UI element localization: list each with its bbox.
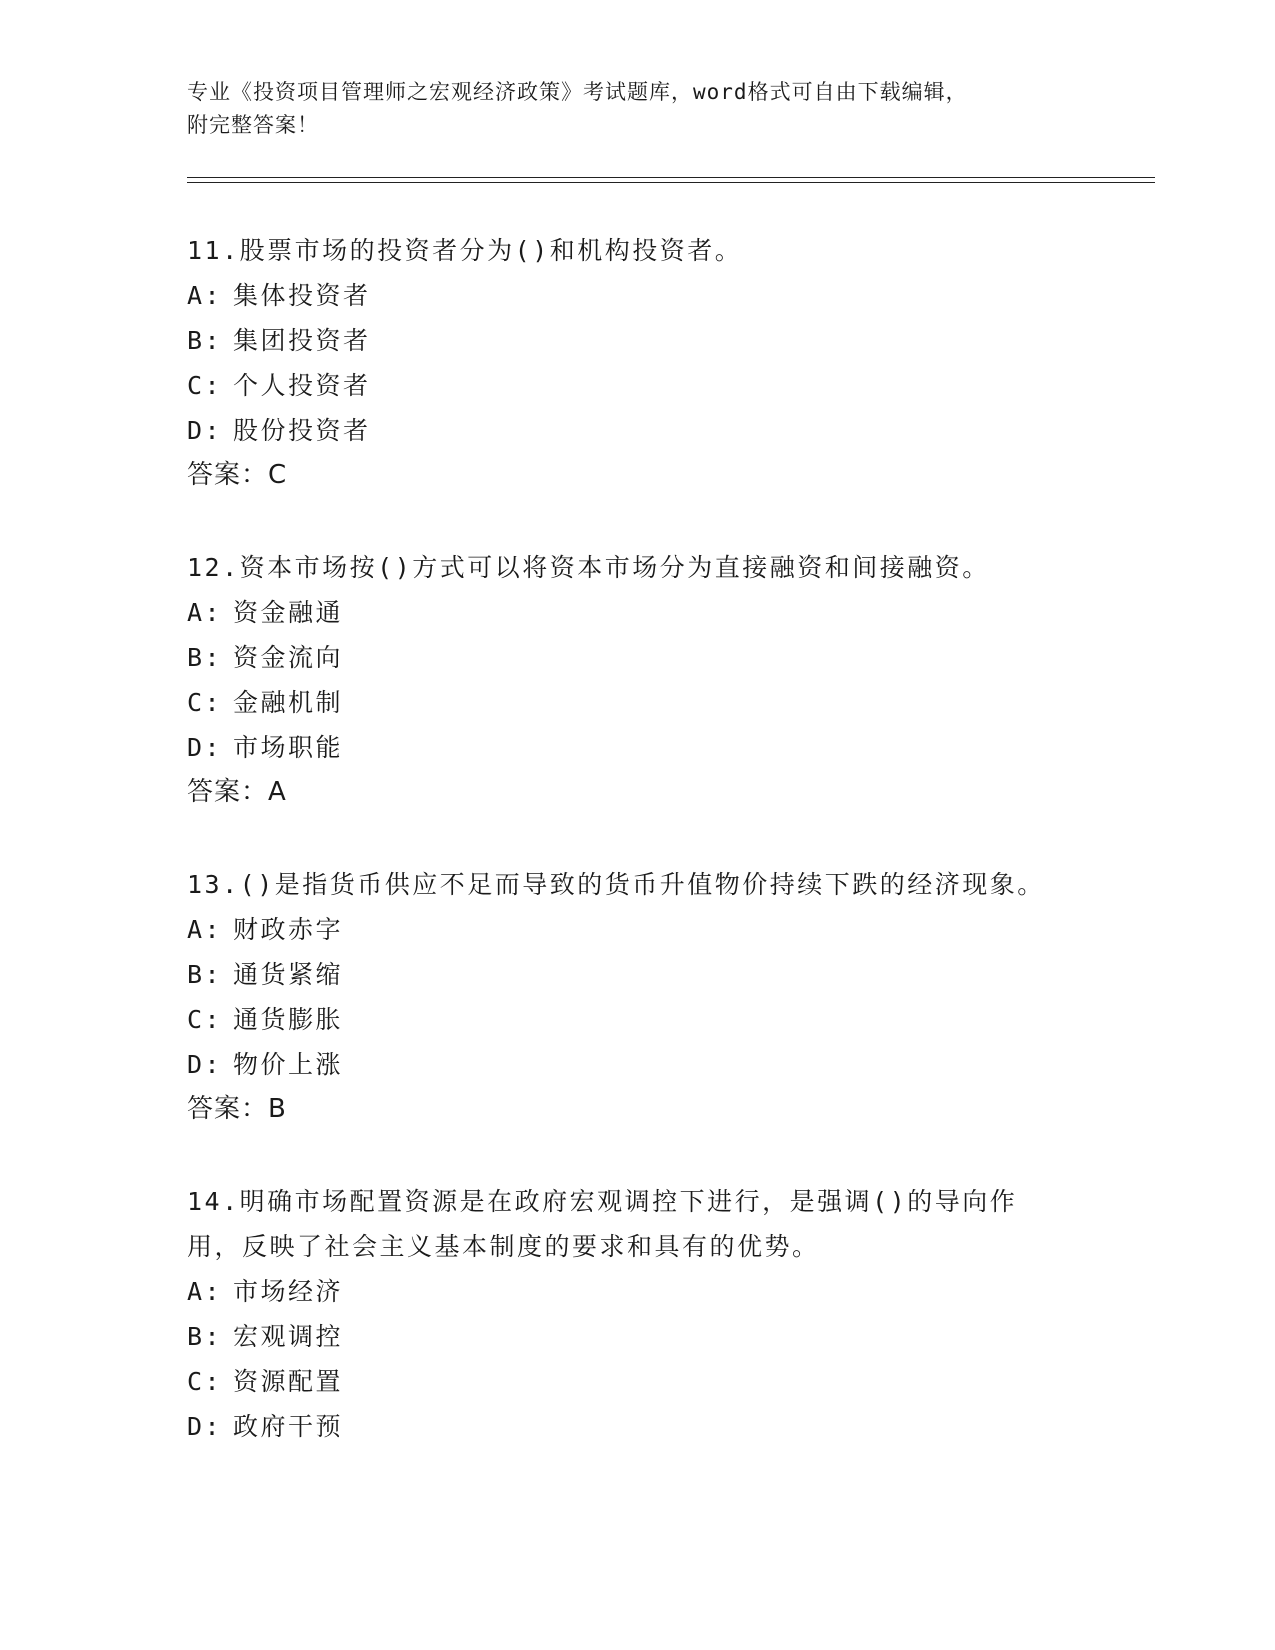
option-letter: B:	[187, 643, 223, 672]
option-letter: A:	[187, 1277, 223, 1306]
header-line-1: 专业《投资项目管理师之宏观经济政策》考试题库，word格式可自由下载编辑，	[187, 80, 968, 104]
option-letter: A:	[187, 281, 223, 310]
option-text: 市场经济	[233, 1277, 344, 1306]
option-letter: A:	[187, 915, 223, 944]
question-13	[187, 862, 1087, 1132]
option-letter: C:	[187, 688, 223, 717]
answer: 答案：A	[187, 777, 287, 807]
header-divider	[187, 177, 1155, 178]
option-text: 集团投资者	[233, 326, 371, 355]
option-text: 资金流向	[233, 643, 344, 672]
option-b	[187, 1314, 1067, 1359]
option-text: 股份投资者	[233, 416, 371, 445]
option-d	[187, 725, 1087, 770]
option-b	[187, 635, 1087, 680]
header-divider-double	[187, 182, 1155, 183]
header-line-2: 附完整答案！	[187, 113, 319, 137]
option-a	[187, 1269, 1067, 1314]
option-d	[187, 1404, 1067, 1449]
option-text: 资金融通	[233, 598, 344, 627]
answer: 答案：B	[187, 1094, 287, 1124]
option-c	[187, 363, 1087, 408]
option-b	[187, 318, 1087, 363]
option-text: 政府干预	[233, 1412, 344, 1441]
option-text: 物价上涨	[233, 1050, 344, 1079]
option-text: 市场职能	[233, 733, 344, 762]
answer: 答案：C	[187, 460, 288, 490]
option-a	[187, 590, 1087, 635]
question-stem: 13.()是指货币供应不足而导致的货币升值物价持续下跌的经济现象。	[187, 870, 1045, 899]
option-letter: C:	[187, 371, 223, 400]
option-letter: D:	[187, 416, 223, 445]
option-letter: C:	[187, 1005, 223, 1034]
option-text: 宏观调控	[233, 1322, 344, 1351]
option-text: 个人投资者	[233, 371, 371, 400]
option-c	[187, 680, 1087, 725]
option-text: 资源配置	[233, 1367, 344, 1396]
question-11	[187, 228, 1087, 498]
option-letter: B:	[187, 960, 223, 989]
option-text: 金融机制	[233, 688, 344, 717]
option-c	[187, 1359, 1067, 1404]
option-b	[187, 952, 1087, 997]
question-stem: 14.明确市场配置资源是在政府宏观调控下进行，是强调()的导向作用，反映了社会主义基本制度的要求和具有的优势。	[187, 1187, 1018, 1261]
option-letter: B:	[187, 326, 223, 355]
question-stem: 12.资本市场按()方式可以将资本市场分为直接融资和间接融资。	[187, 553, 990, 582]
option-c	[187, 997, 1087, 1042]
document-header	[187, 76, 1087, 142]
option-letter: D:	[187, 1050, 223, 1079]
option-d	[187, 408, 1087, 453]
option-d	[187, 1042, 1087, 1087]
option-letter: B:	[187, 1322, 223, 1351]
question-12	[187, 545, 1087, 815]
option-a	[187, 907, 1087, 952]
option-letter: A:	[187, 598, 223, 627]
option-letter: D:	[187, 1412, 223, 1441]
option-letter: C:	[187, 1367, 223, 1396]
question-stem: 11.股票市场的投资者分为()和机构投资者。	[187, 236, 743, 265]
question-14	[187, 1179, 1067, 1449]
option-a	[187, 273, 1087, 318]
option-text: 集体投资者	[233, 281, 371, 310]
option-text: 通货膨胀	[233, 1005, 344, 1034]
option-letter: D:	[187, 733, 223, 762]
option-text: 财政赤字	[233, 915, 344, 944]
option-text: 通货紧缩	[233, 960, 344, 989]
